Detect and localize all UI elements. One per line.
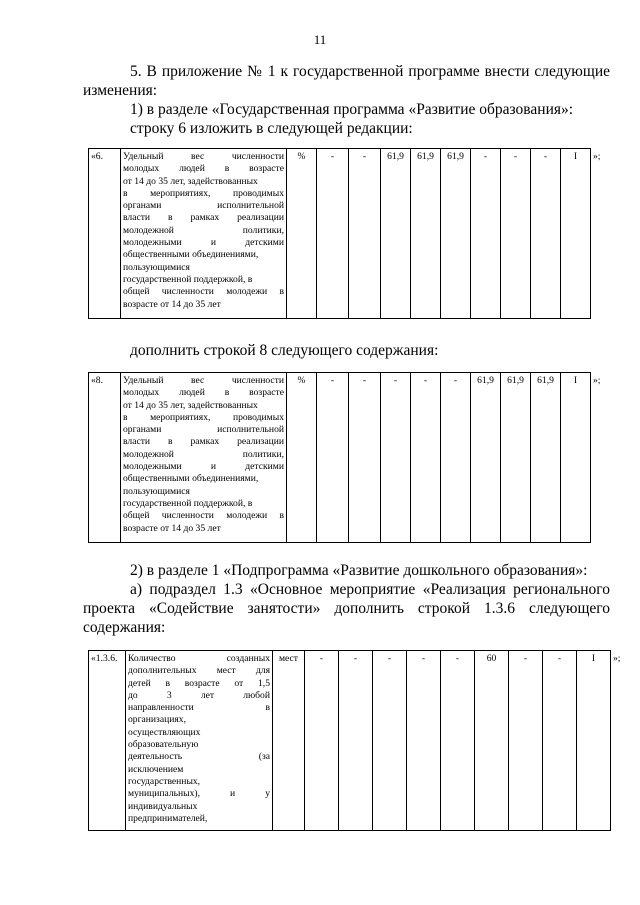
value-cell: 61,9 [471, 373, 501, 543]
last-cell: I [561, 149, 591, 319]
value-cell: - [441, 373, 471, 543]
value-cell: 61,9 [441, 149, 471, 319]
value-cell: - [381, 373, 411, 543]
table-row-8 [88, 372, 609, 543]
value-cell: - [501, 149, 531, 319]
value-cell: - [339, 651, 373, 831]
closing-quote: »; [593, 374, 601, 386]
subparagraph-1: 1) в разделе «Государственная программа «Развитие образования»: [130, 101, 574, 118]
value-cell: - [531, 149, 561, 319]
subparagraph-2: 2) в разделе 1 «Подпрограмма «Развитие дошкольного образования»: [130, 562, 588, 579]
value-cell: - [349, 149, 381, 319]
subparagraph-a-line1: а) подраздел 1.3 «Основное мероприятие «Реализация регионального [130, 581, 610, 598]
table-row-1-3-6 [88, 650, 631, 831]
subparagraph-a-line3: содержания: [83, 619, 166, 636]
page-number: 11 [313, 32, 327, 47]
row-number: «1.3.6. [89, 651, 126, 831]
value-cell: - [509, 651, 543, 831]
value-cell: 61,9 [531, 373, 561, 543]
value-cell: 61,9 [411, 149, 441, 319]
indicator-name: Удельный вес численности молодых людей в возрасте от 14 до 35 лет, задействованных в мероприятиях, проводимых органами исполнительной власти в рамках реализации молодежной политики, молодежными и детскими общественными объединениями, пользующимися государственной поддержкой, в общей численности молодежи в возрасте от 14 до 35 лет [121, 373, 287, 543]
value-cell: 61,9 [501, 373, 531, 543]
value-cell: - [373, 651, 407, 831]
closing-quote: »; [613, 652, 621, 664]
value-cell: - [317, 373, 349, 543]
indicator-name: Удельный вес численности молодых людей в возрасте от 14 до 35 лет, задействованных в мероприятиях, проводимых органами исполнительной власти в рамках реализации молодежной политики, молодежными и детскими общественными объединениями, пользующимися государственной поддержкой, в общей численности молодежи в возрасте от 14 до 35 лет [121, 149, 287, 319]
unit-cell: мест [273, 651, 305, 831]
instruction-row-8: дополнить строкой 8 следующего содержания: [130, 342, 439, 359]
last-cell: I [577, 651, 611, 831]
value-cell: - [543, 651, 577, 831]
subparagraph-a-line2: проекта «Содействие занятости» дополнить строкой 1.3.6 следующего [83, 600, 610, 617]
instruction-row-6: строку 6 изложить в следующей редакции: [130, 120, 413, 137]
closing-quote: »; [593, 150, 601, 162]
value-cell: - [317, 149, 349, 319]
row-number: «6. [89, 149, 121, 319]
table-row-6 [88, 148, 609, 319]
value-cell: 60 [475, 651, 509, 831]
indicator-name: Количество созданных дополнительных мест для детей в возрасте от 1,5 до 3 лет любой направленности в организациях, осуществляющих образовательную деятельность (за исключением государственных, муниципальных), и у индивидуальных предпринимателей, [126, 651, 273, 831]
value-cell: - [349, 373, 381, 543]
paragraph-5-line2: изменения: [83, 82, 158, 99]
value-cell: - [411, 373, 441, 543]
value-cell: - [441, 651, 475, 831]
last-cell: I [561, 373, 591, 543]
unit-cell: % [287, 373, 317, 543]
value-cell: - [471, 149, 501, 319]
unit-cell: % [287, 149, 317, 319]
paragraph-5-line1: 5. В приложение № 1 к государственной программе внести следующие [130, 63, 610, 80]
value-cell: - [305, 651, 339, 831]
row-number: «8. [89, 373, 121, 543]
value-cell: 61,9 [381, 149, 411, 319]
value-cell: - [407, 651, 441, 831]
